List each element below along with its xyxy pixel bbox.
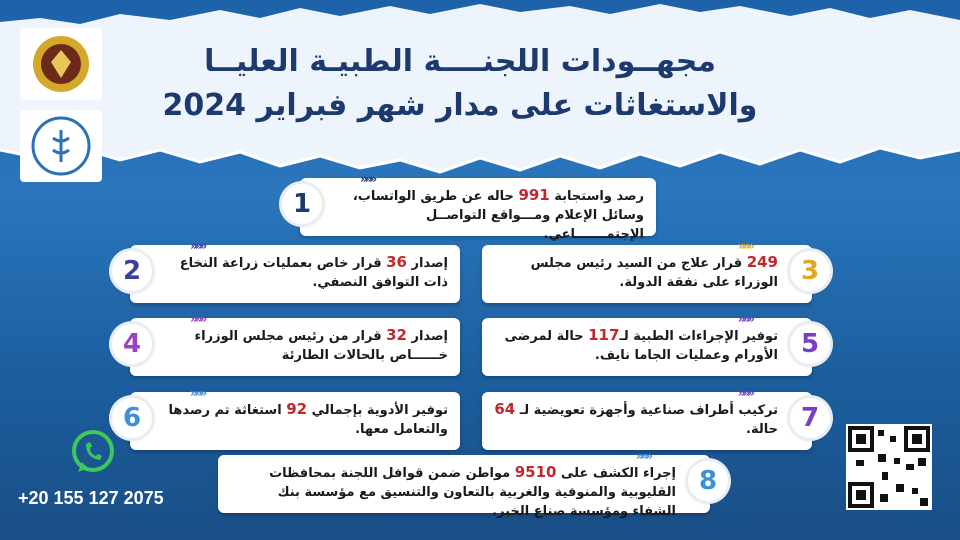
card-text-part: إصدار xyxy=(407,256,448,271)
info-card-1 xyxy=(292,172,656,242)
card-value: 9510 xyxy=(514,463,557,481)
chevron-decoration-icon: »»» xyxy=(635,449,650,463)
info-card-5 xyxy=(482,312,820,376)
card-value: 32 xyxy=(386,326,407,344)
card-text xyxy=(164,400,448,439)
chevron-decoration-icon: »»» xyxy=(737,386,752,400)
card-number: 1 xyxy=(282,184,322,224)
card-value: 249 xyxy=(746,253,778,271)
card-number: 4 xyxy=(112,324,152,364)
card-number: 2 xyxy=(112,251,152,291)
page-title xyxy=(150,40,770,128)
chevron-decoration-icon: »»» xyxy=(190,312,205,326)
card-number: 7 xyxy=(790,398,830,438)
card-text-part: تركيب أطراف صناعية وأجهزة تعويضية لـ xyxy=(515,403,778,418)
qr-code[interactable] xyxy=(846,424,932,510)
card-number: 6 xyxy=(112,398,152,438)
phone-number: +20 155 127 2075 xyxy=(18,488,164,508)
card-text-part: إجراء الكشف على xyxy=(556,466,676,481)
card-number: 3 xyxy=(790,251,830,291)
card-text xyxy=(230,463,676,521)
card-text xyxy=(164,253,448,292)
card-text xyxy=(494,326,778,365)
info-card-7 xyxy=(482,386,820,450)
info-card-8 xyxy=(218,449,718,519)
card-text-part: توفير الإجراءات الطبية لـ xyxy=(619,329,778,344)
card-text-part: قرار من رئيس مجلس الوزراء خــــــاص بالحالات الطارئة xyxy=(194,329,448,363)
card-text-part: رصد واستجابة xyxy=(549,189,644,204)
committee-logo xyxy=(20,110,102,182)
info-card-6 xyxy=(122,386,460,450)
card-text-part: استغاثة تم رصدها والتعامل معها. xyxy=(168,403,448,437)
card-text-part: حالة لمرضى الأورام وعمليات الجاما نايف. xyxy=(504,329,778,363)
chevron-decoration-icon: »»» xyxy=(190,386,205,400)
emblem-logo xyxy=(20,28,102,100)
card-text xyxy=(494,253,778,292)
card-text-part: توفير الأدوية بإجمالي xyxy=(307,403,448,418)
card-text-part: حالة. xyxy=(746,422,778,437)
card-text-part: مواطن ضمن قوافل اللجنة بمحافظات القليوبية والمنوفية والغربية بالتعاون والتنسيق مع مؤسسة بنك الشفاء ومؤسسة صناع الخير. xyxy=(269,466,676,519)
chevron-decoration-icon: »»» xyxy=(737,312,752,326)
chevron-decoration-icon: »»» xyxy=(190,239,205,253)
card-value: 117 xyxy=(588,326,620,344)
card-text xyxy=(334,186,644,244)
card-text xyxy=(164,326,448,365)
card-number: 5 xyxy=(790,324,830,364)
card-text-part: قرار علاج من السيد رئيس مجلس الوزراء على نفقة الدولة. xyxy=(530,256,778,290)
card-text-part: قرار خاص بعمليات زراعة النخاع ذات التوافق النصفي. xyxy=(179,256,448,290)
info-card-3 xyxy=(482,239,820,303)
info-card-2 xyxy=(122,239,460,303)
card-value: 64 xyxy=(494,400,516,418)
card-value: 92 xyxy=(286,400,308,418)
title-line1: مجهــودات اللجنــــة الطبيـة العليــا xyxy=(204,44,716,79)
card-value: 991 xyxy=(518,186,550,204)
card-value: 36 xyxy=(386,253,407,271)
info-card-4 xyxy=(122,312,460,376)
whatsapp-icon xyxy=(68,428,118,478)
card-text-part: حاله عن طريق الواتساب، وسائل الإعلام ومـــواقع التواصــل الإجتمـــــــاعي. xyxy=(352,189,644,242)
chevron-decoration-icon: »»» xyxy=(360,172,375,186)
card-number: 8 xyxy=(688,461,728,501)
chevron-decoration-icon: »»» xyxy=(737,239,752,253)
title-line2: والاستغاثات على مدار شهر فبراير 2024 xyxy=(162,88,758,123)
card-text-part: إصدار xyxy=(407,329,448,344)
card-text xyxy=(494,400,778,439)
